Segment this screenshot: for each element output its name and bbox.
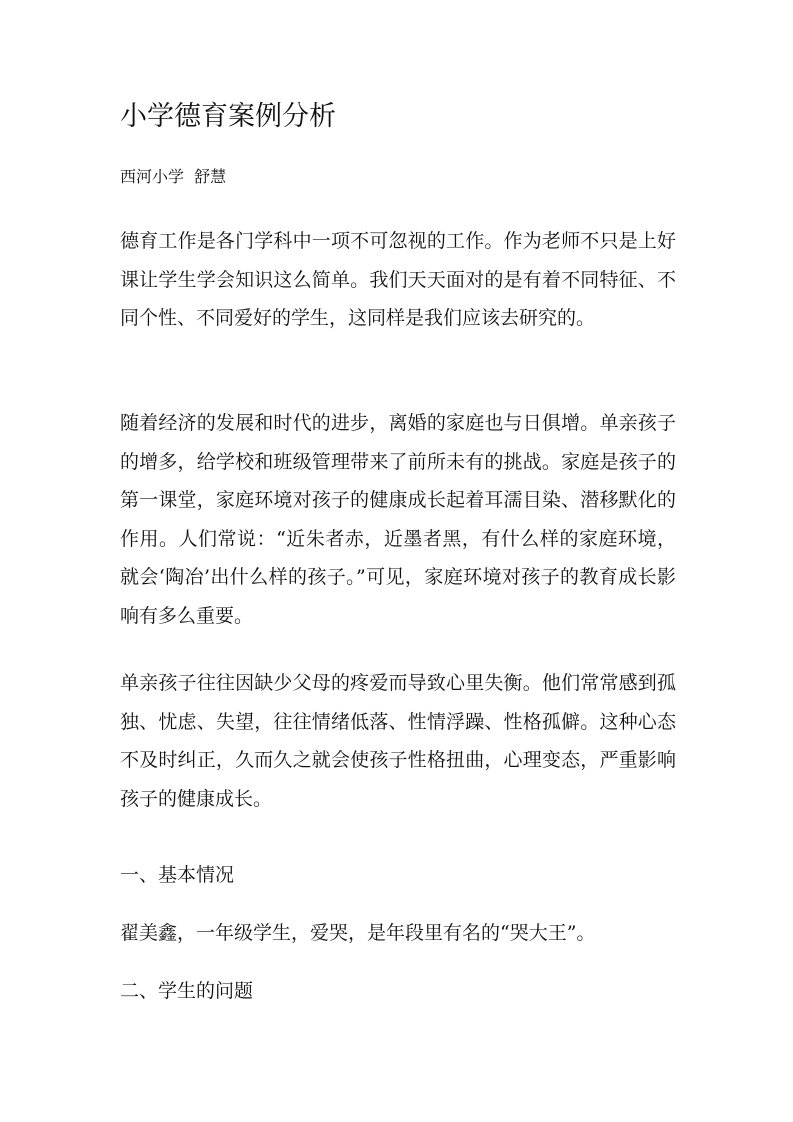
author-line: 西河小学 舒慧 [120, 167, 227, 186]
paragraph-single-parent-background: 随着经济的发展和时代的进步，离婚的家庭也与日俱增。单亲孩子的增多，给学校和班级管理带来了前所未有的挑战。家庭是孩子的第一课堂，家庭环境对孩子的健康成长起着耳濡目染、潜移默化的作用。人们常说：“近朱者赤，近墨者黑，有什么样的家庭环境，就会‘陶冶’出什么样的孩子。”可见，家庭环境对孩子的教育成长影响有多么重要。 [120, 412, 676, 627]
section-heading-student-problems: 二、学生的问题 [120, 980, 254, 1002]
section-heading-basic-info: 一、基本情况 [120, 864, 235, 886]
document-title: 小学德育案例分析 [120, 101, 336, 132]
paragraph-psychological-impact: 单亲孩子往往因缺少父母的疼爱而导致心里失衡。他们常常感到孤独、忧虑、失望，往往情绪低落、性情浮躁、性格孤僻。这种心态不及时纠正，久而久之就会使孩子性格扭曲，心理变态，严重影响孩子的健康成长。 [120, 672, 676, 810]
paragraph-intro: 德育工作是各门学科中一项不可忽视的工作。作为老师不只是上好课让学生学会知识这么简单。我们天天面对的是有着不同特征、不同个性、不同爱好的学生，这同样是我们应该去研究的。 [120, 230, 676, 329]
paragraph-basic-info: 翟美鑫，一年级学生，爱哭，是年段里有名的“哭大王”。 [120, 922, 596, 944]
